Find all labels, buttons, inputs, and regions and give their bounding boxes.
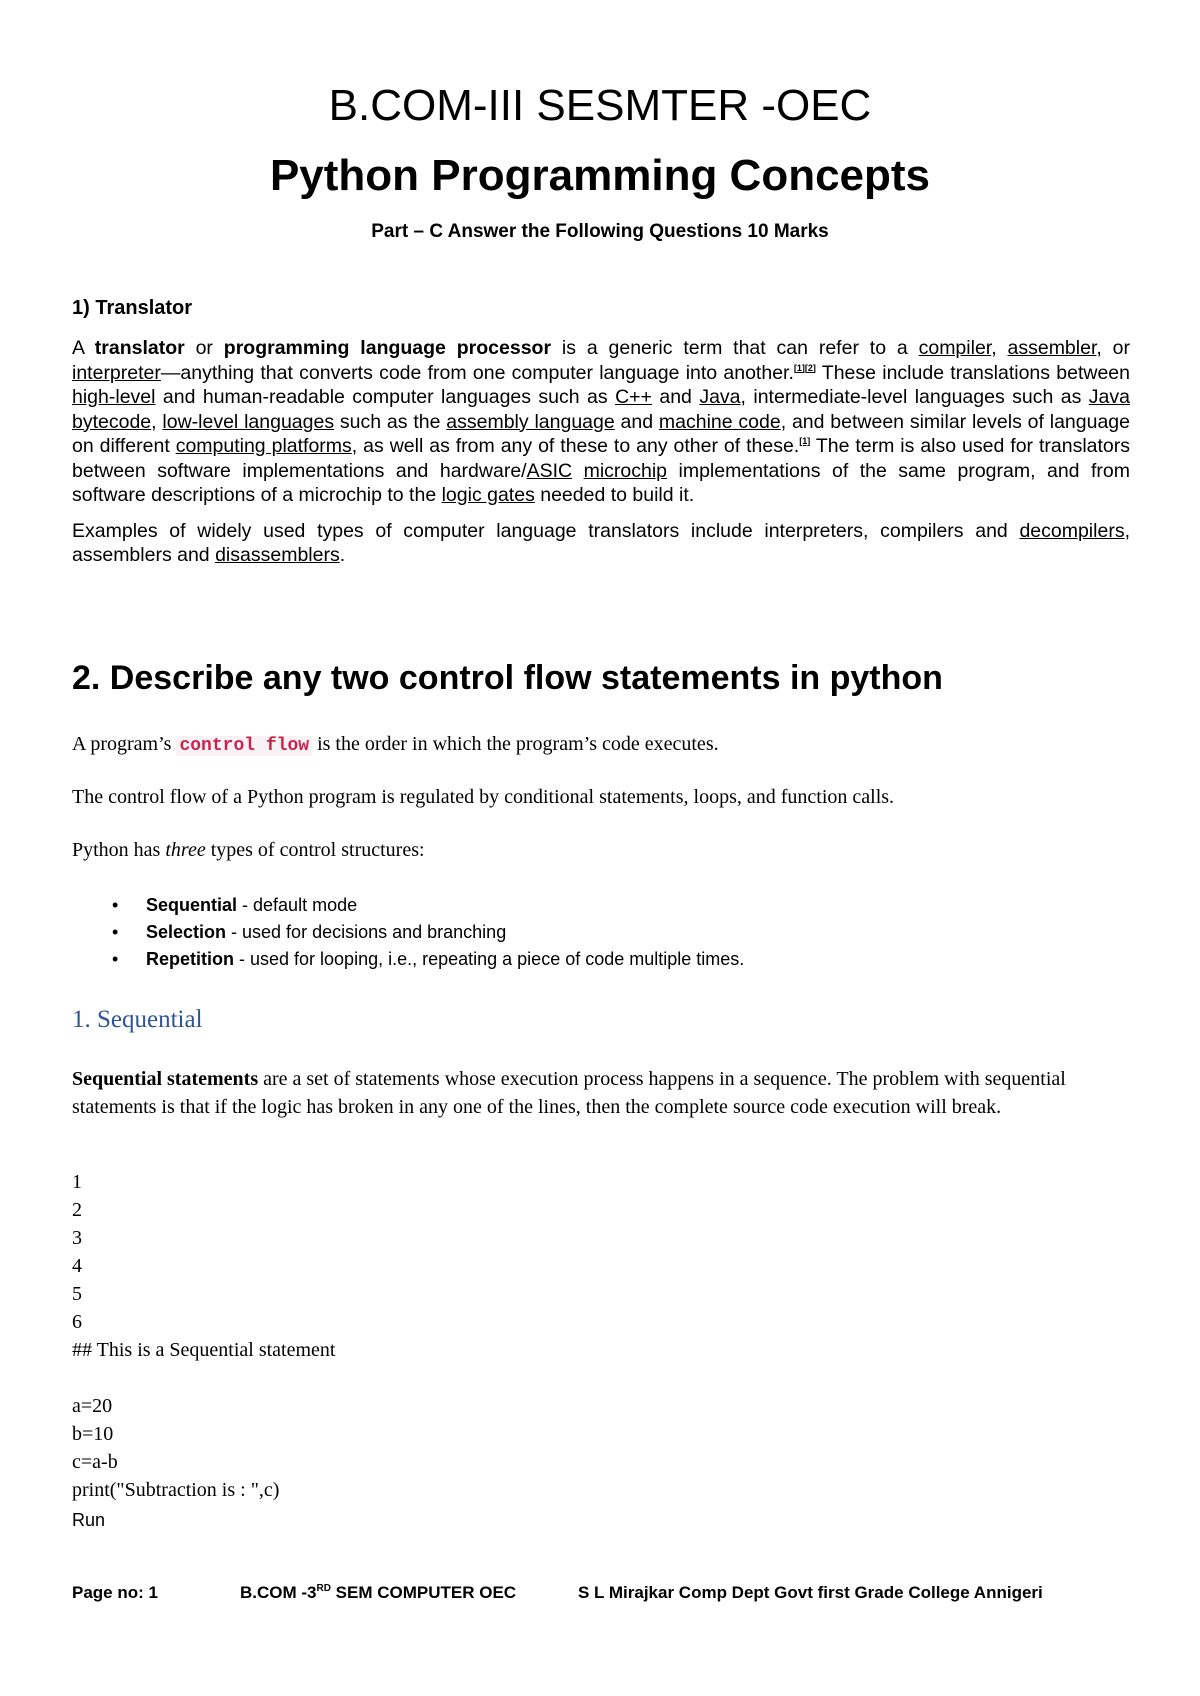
list-term: Repetition (146, 949, 234, 969)
code-line: 6 (72, 1311, 82, 1333)
sequential-description (72, 1065, 1130, 1121)
code-line: 4 (72, 1255, 82, 1277)
list-desc: - used for looping, i.e., repeating a piece of code multiple times. (234, 949, 745, 969)
control-flow-definition (72, 731, 1130, 759)
footer-college: S L Mirajkar Comp Dept Govt first Grade College Annigeri (578, 1583, 1043, 1602)
text-run: The term is also used for translators between software implementations and hardware/ (72, 435, 1131, 482)
control-flow-regulation: The control flow of a Python program is regulated by conditional statements, loops, and function calls. (72, 786, 895, 808)
text-run: A program’s (72, 733, 177, 755)
text-run: and (651, 386, 700, 408)
ordinal-suffix: RD (316, 1583, 331, 1594)
link-cpp[interactable]: C++ (615, 386, 652, 408)
footer-course (240, 1582, 516, 1604)
text-run: , intermediate-level languages such as (740, 386, 1089, 408)
link-disassemblers[interactable]: disassemblers (215, 544, 340, 566)
link-logic-gates[interactable]: logic gates (441, 484, 535, 506)
text-run: implementations of the same program, and from software descriptions of a microchip to the (72, 459, 1131, 506)
text-run: B.COM -3 (240, 1583, 317, 1602)
text-run: A (72, 337, 95, 359)
text-run: Examples of widely used types of computer language translators include interpreters, compilers and (72, 519, 1020, 542)
bullet-icon: • (112, 895, 119, 915)
code-line (72, 1364, 335, 1392)
bullet-icon: • (112, 922, 119, 942)
citation-link[interactable]: [1] (799, 436, 811, 446)
link-assembler[interactable]: assembler (1007, 337, 1097, 359)
list-desc: - default mode (237, 895, 358, 915)
term-language-processor: programming language processor (223, 337, 552, 359)
page-title: Python Programming Concepts (269, 151, 931, 200)
text-run: , (991, 337, 1008, 359)
code-line: print("Subtraction is : ",c) (72, 1479, 280, 1501)
emphasis: three (165, 839, 206, 861)
text-run (572, 460, 583, 482)
text-run: , assemblers and (72, 519, 1130, 566)
course-title: B.COM-III SESMTER -OEC (328, 81, 872, 130)
translator-paragraph (72, 336, 1130, 508)
code-line: 3 (72, 1227, 82, 1249)
examples-paragraph (72, 519, 1130, 568)
question-2-heading: 2. Describe any two control flow statements in python (72, 659, 943, 697)
link-decompilers[interactable]: decompilers (1019, 519, 1125, 542)
inline-code: control flow (176, 736, 312, 756)
text-run: needed to build it. (534, 484, 695, 506)
code-line: 1 (72, 1171, 82, 1193)
page-number: Page no: 1 (72, 1583, 158, 1602)
text-run: types of control structures: (205, 839, 425, 861)
list-item (72, 946, 1130, 973)
link-low-level-languages[interactable]: low-level languages (162, 410, 335, 433)
question-1-heading: 1) Translator (72, 297, 193, 319)
link-java-bytecode[interactable]: Java bytecode (72, 386, 1130, 433)
code-sample (72, 1168, 335, 1504)
text-run: , and between similar levels of language on different (72, 410, 1130, 457)
code-line: ## This is a Sequential statement (72, 1339, 336, 1361)
link-interpreter[interactable]: interpreter (72, 361, 161, 384)
text-run: —anything that converts code from one computer language into another. (160, 361, 794, 384)
run-label: Run (72, 1510, 106, 1530)
code-line: a=20 (72, 1395, 113, 1417)
code-line: 5 (72, 1283, 82, 1305)
code-line: 2 (72, 1199, 82, 1221)
text-run: and human-readable computer languages such as (155, 386, 616, 408)
text-run: is a generic term that can refer to a (551, 337, 919, 359)
text-run: such as the (334, 410, 447, 433)
link-microchip[interactable]: microchip (583, 459, 668, 482)
code-line: c=a-b (72, 1451, 118, 1473)
code-line: b=10 (72, 1423, 114, 1445)
text-run: is the order in which the program’s code executes. (312, 733, 719, 755)
control-structures-intro (72, 837, 1130, 863)
control-structures-list (72, 892, 1130, 973)
text-run: or (184, 337, 224, 359)
text-run: . (339, 544, 346, 566)
text-run: , (151, 410, 163, 433)
text-run: , as well as from any of these to any other of these. (351, 435, 800, 457)
link-asic[interactable]: ASIC (526, 459, 573, 482)
text-run: , or (1096, 337, 1130, 359)
link-machine-code[interactable]: machine code (658, 410, 781, 433)
link-high-level[interactable]: high-level (72, 386, 156, 408)
list-item (72, 892, 1130, 919)
citation-link[interactable]: [1][2] (793, 362, 816, 373)
term-sequential-statements: Sequential statements (72, 1068, 259, 1090)
list-term: Selection (146, 922, 227, 942)
text-run: and (614, 410, 659, 433)
text-run: SEM COMPUTER OEC (330, 1583, 517, 1602)
link-assembly-language[interactable]: assembly language (446, 410, 615, 433)
text-run: Python has (72, 839, 166, 861)
question-1-body (72, 336, 1130, 579)
term-translator: translator (94, 337, 185, 359)
list-term: Sequential (146, 895, 238, 915)
bullet-icon: • (112, 949, 119, 969)
link-compiler[interactable]: compiler (918, 337, 992, 359)
part-subtitle: Part – C Answer the Following Questions 10 Marks (371, 221, 829, 242)
list-item (72, 919, 1130, 946)
sequential-subheading: 1. Sequential (72, 1006, 203, 1033)
text-run: are a set of statements whose execution process happens in a sequence. The problem with sequential statements is that if the logic has broken in any one of the lines, then the complete source code execution will break. (72, 1068, 1066, 1118)
list-desc: - used for decisions and branching (226, 922, 507, 942)
link-java[interactable]: Java (699, 386, 741, 408)
text-run: These include translations between (815, 361, 1130, 384)
link-computing-platforms[interactable]: computing platforms (175, 435, 352, 457)
